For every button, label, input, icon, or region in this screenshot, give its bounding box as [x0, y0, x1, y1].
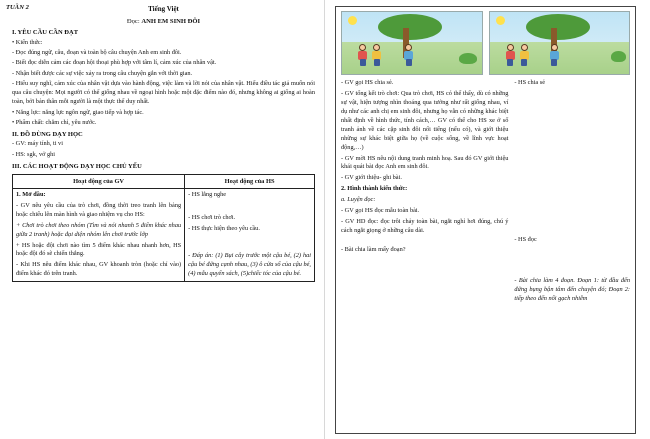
- activity-heading: 2. Hình thành kiến thức:: [341, 185, 408, 193]
- lesson-title: ANH EM SINH ĐÔI: [141, 17, 201, 25]
- reading-label: [12, 17, 315, 26]
- bush-shape: [459, 53, 477, 64]
- activity-text: - HS thực hiện theo yêu cầu.: [188, 224, 260, 232]
- section-heading-2: II. ĐỒ DÙNG DẠY HỌC: [12, 130, 83, 138]
- paragraph: - Biết đọc diễn cảm các đoạn hội thoại phù hợp với tâm lí, cảm xúc của nhân vật.: [12, 59, 217, 67]
- activity-text: - GV mời HS nêu nội dung tranh minh hoạ. Sau đó GV giới thiệu khái quát bài đọc Anh em sinh đôi.: [341, 154, 509, 171]
- boy-figure: [550, 44, 560, 66]
- page-label: TUẦN 2: [6, 4, 29, 11]
- subject-title: Tiếng Việt: [148, 5, 179, 13]
- column-header-student: Hoạt động của HS: [185, 174, 315, 188]
- right-page: [325, 0, 650, 439]
- table-header-row: [13, 174, 315, 188]
- cell-student-activities: [185, 188, 315, 281]
- activity-text: - GV tổng kết trò chơi: Qua trò chơi, HS có thể thấy, dù có những sự vật, hiện tượng nhìn thoáng qua tưởng như rất giống nhau, ví dụ như các anh chị em sinh đôi, nhưng họ vẫn có những khác biệt nhất định về hình thức, tính cách,… GV có thể cho HS xe ở số tranh ảnh về các cặp sinh đôi nổi tiếng (nếu có), và giới thiệu những sự khác biệt giữa họ (về cuộc sống, về lĩnh vực hoạt động,…): [341, 89, 509, 151]
- activity-text: - Khi HS nêu điểm khác nhau, GV khoanh tròn (hoặc chỉ vào) điểm khác đó trên tranh.: [16, 261, 182, 278]
- paragraph: • Kiến thức:: [12, 38, 43, 46]
- activity-text: + HS hoặc đội chơi nào tìm 5 điểm khác nhau nhanh hơn, HS hoặc đội đó sẽ chiến thắng.: [16, 241, 182, 258]
- right-page-frame: [335, 6, 636, 434]
- boy-figure: [506, 44, 516, 66]
- boy-figure: [372, 44, 382, 66]
- tree-crown-shape: [526, 14, 590, 40]
- activity-question: - Bài chia làm mấy đoạn?: [341, 246, 406, 253]
- paragraph: • Năng lực: năng lực ngôn ngữ, giao tiếp và hợp tác.: [12, 108, 144, 116]
- boy-figure: [520, 44, 530, 66]
- activity-answer: - Đáp án: (1) Bụi cây trước một cậu bé, (2) hai cậu bé đứng cạnh nhau, (3) ô cửa sổ của cậu bé, (4) mẫu quyển sách, (5)chiếc tóc của cậu bé.: [188, 251, 311, 277]
- student-column: [514, 79, 630, 306]
- section-heading-1: I. YÊU CẦU CẦN ĐẠT: [12, 29, 79, 37]
- illustration-two-boys-right: [489, 11, 631, 75]
- illustration-two-boys-left: [341, 11, 483, 75]
- activity-text: - GV HD đọc: đọc trôi chảy toàn bài, ngắt nghỉ hơi đúng, chú ý cách ngắt giọng ở những câu dài.: [341, 218, 509, 235]
- activity-text: - HS chơi trò chơi.: [188, 213, 236, 221]
- activity-text: - GV nêu yêu cầu của trò chơi, đồng thời treo tranh lên bảng hoặc chiếu lên màn hình và giao nhiệm vụ cho HS:: [16, 201, 182, 218]
- sun-icon: [348, 16, 357, 25]
- table-row: [13, 188, 315, 281]
- activities-table: [12, 174, 315, 283]
- sun-icon: [496, 16, 505, 25]
- activity-text: - GV gọi HS chia sẻ.: [341, 79, 394, 86]
- boy-figure: [404, 44, 414, 66]
- activity-text: - GV giới thiệu- ghi bài.: [341, 174, 402, 182]
- activity-text: - HS lắng nghe: [188, 190, 227, 198]
- column-header-teacher: Hoạt động của GV: [13, 174, 185, 188]
- activity-answer: - Bài chia làm 4 đoạn. Đoạn 1: từ đầu đến đứng bụng bận tâm đến chuyện đó; Đoạn 2: tiếp theo đến nối gạch nhiễm: [514, 276, 630, 302]
- boy-figure: [358, 44, 368, 66]
- bush-shape: [611, 51, 626, 62]
- paragraph: • Phẩm chất: chăm chỉ, yêu nước.: [12, 119, 97, 127]
- tree-crown-shape: [378, 14, 442, 40]
- activity-text: - HS chia sẻ: [514, 79, 545, 86]
- activity-subheading: a. Luyện đọc:: [341, 196, 376, 204]
- cell-teacher-activities: [13, 188, 185, 281]
- activity-text: - GV gọi HS đọc mẫu toàn bài.: [341, 207, 420, 215]
- paragraph: - Đọc đúng ngữ, câu, đoạn và toàn bộ câu chuyện Anh em sinh đôi.: [12, 48, 182, 56]
- paragraph: - Hiểu suy nghĩ, cảm xúc của nhân vật dựa vào hành động, việc làm và lời nói của nhân vật. Hiểu điều tác giả muốn nói qua câu chuyện: Mọi người có thể giống nhau về ngoại hình hoặc một đặc điểm nào đó, nhưng không ai giống ai hoàn toàn, bởi bản thân mỗi người là một thực thể duy nhất.: [12, 80, 315, 106]
- activity-text: + Chơi trò chơi theo nhóm (Tìm và nói nhanh 5 điểm khác nhau giữa 2 tranh) hoặc đại diện nhóm lên chơi trước lớp: [16, 221, 182, 238]
- paragraph: - HS: sgk, vở ghi: [12, 150, 56, 158]
- right-text-columns: [336, 77, 635, 310]
- paragraph: - Nhận biết được các sự việc xảy ra trong câu chuyện gắn với thời gian.: [12, 69, 193, 77]
- paragraph: - GV: máy tính, ti vi: [12, 140, 63, 148]
- illustration-row: [336, 7, 635, 77]
- teacher-column: [341, 79, 514, 306]
- activity-text: - HS đọc: [514, 235, 537, 243]
- reading-label-text: Đọc:: [126, 17, 140, 25]
- activity-heading: 1. Mở đầu:: [16, 190, 46, 198]
- section-heading-3: III. CÁC HOẠT ĐỘNG DẠY HỌC CHỦ YẾU: [12, 162, 142, 170]
